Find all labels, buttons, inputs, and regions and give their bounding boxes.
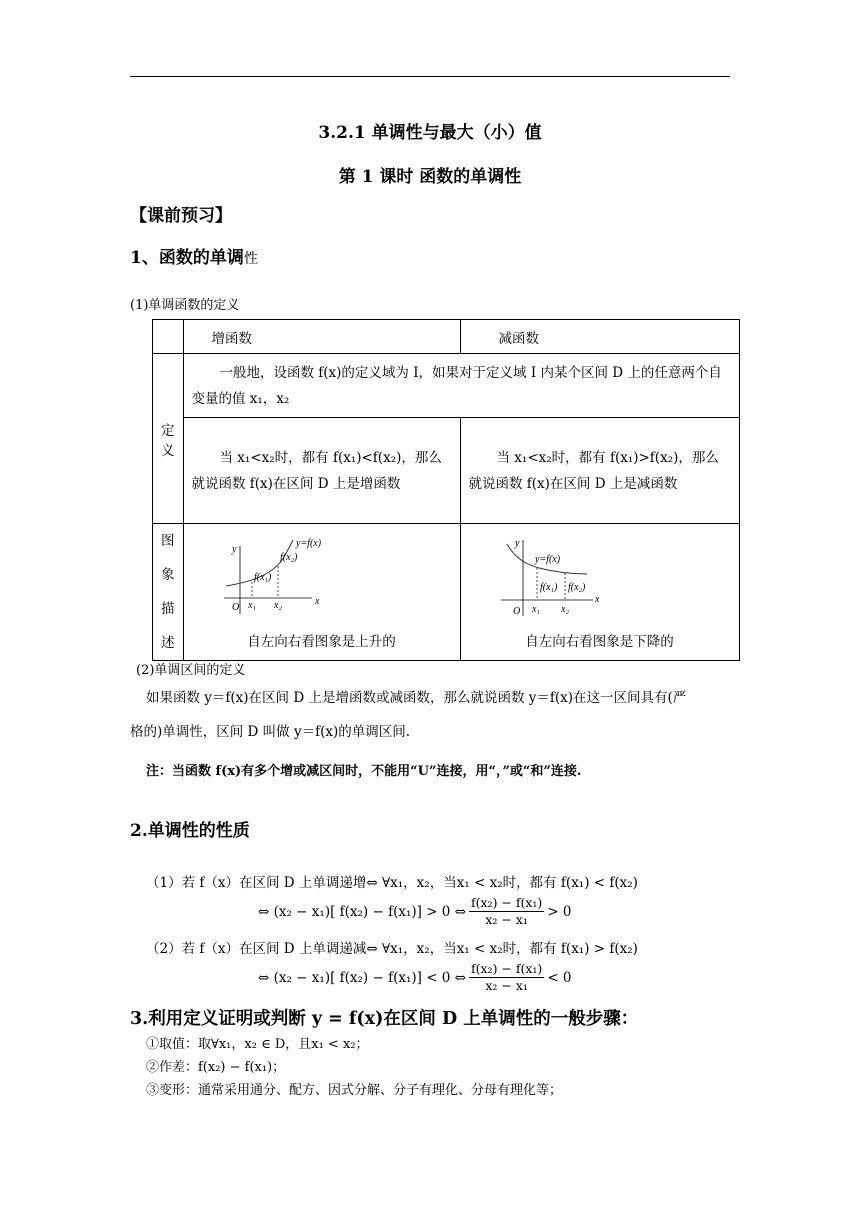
equation-left: ⇔ (x₂ − x₁)[ f(x₂) − f(x₁)] < 0 ⇔ <box>258 969 466 986</box>
increasing-definition: 当 x₁<x₂时，都有 f(x₁)<f(x₂)，那么就说函数 f(x)在区间 D 上是增函数 <box>183 418 460 524</box>
common-definition: 一般地，设函数 f(x)的定义域为 I，如果对于定义域 I 内某个区间 D 上的任意两个自变量的值 x₁，x₂ <box>183 354 739 418</box>
row-label-definition: 定义 <box>153 354 184 524</box>
interval-definition-line2: 格的)单调性，区间 D 叫做 y＝f(x)的单调区间. <box>130 724 411 740</box>
header-rule <box>130 76 730 77</box>
section3-heading: 3.利用定义证明或判断 y = f(x)在区间 D 上单调性的一般步骤： <box>130 1009 639 1029</box>
property-decreasing: （2）若 f（x）在区间 D 上单调递减⇔ ∀x₁，x₂，当x₁ < x₂时，都有 f(x₁) > f(x₂) <box>146 941 638 957</box>
note-text: 注：当函数 f(x)有多个增或减区间时，不能用“U”连接，用“，”或“和”连接. <box>146 764 582 779</box>
fx1-label: f(x₁) <box>539 582 557 593</box>
page-title: 3.2.1 单调性与最大（小）值 <box>318 123 542 143</box>
property-decreasing-equation <box>258 961 572 994</box>
decreasing-graph <box>499 538 739 630</box>
decreasing-caption: 自左向右看图象是下降的 <box>525 634 674 650</box>
subheading-interval-definition: (2)单调区间的定义 <box>136 663 246 678</box>
lesson-title: 第 1 课时 函数的单调性 <box>338 167 522 187</box>
interval-definition-line1: 如果函数 y＝f(x)在区间 D 上是增函数或减函数，那么就说函数 y＝f(x)在这一区间具有(严 <box>146 690 687 706</box>
definition-table <box>152 319 740 661</box>
x-axis-label: x <box>594 594 599 605</box>
property-increasing-equation <box>258 895 572 928</box>
decreasing-graph-cell <box>460 524 739 661</box>
section2-heading: 2.单调性的性质 <box>130 821 250 841</box>
preview-heading: 【课前预习】 <box>130 206 232 226</box>
col-header-decreasing: 减函数 <box>460 320 739 354</box>
difference-quotient: $\frac{\text{f(x₂) − f(x₁)}}{\text{x₂ − x₁}}$ <box>471 895 543 927</box>
equation-left: ⇔ (x₂ − x₁)[ f(x₂) − f(x₁)] > 0 ⇔ <box>258 903 466 920</box>
fx1-label: f(x₁) <box>253 572 271 583</box>
x1-label: x₁ <box>247 600 256 611</box>
equation-right: > 0 <box>547 903 572 920</box>
x-axis-label: x <box>314 596 319 607</box>
decreasing-definition: 当 x₁<x₂时，都有 f(x₁)>f(x₂)，那么就说函数 f(x)在区间 D 上是减函数 <box>460 418 739 524</box>
increasing-caption: 自左向右看图象是上升的 <box>247 634 396 650</box>
step-1: ①取值：取∀x₁，x₂ ∈ D，且x₁ < x₂； <box>146 1037 369 1052</box>
x2-label: x₂ <box>560 604 569 615</box>
y-axis-label: y <box>231 544 236 555</box>
x2-label: x₂ <box>273 600 282 611</box>
fx2-label: f(x₂) <box>279 552 297 563</box>
subheading-monotone-definition: (1)单调函数的定义 <box>130 298 240 313</box>
origin-label: O <box>512 606 520 617</box>
step-3: ③变形：通常采用通分、配方、因式分解、分子有理化、分母有理化等； <box>146 1083 563 1098</box>
y-axis-label: y <box>514 538 519 549</box>
property-increasing: （1）若 f（x）在区间 D 上单调递增⇔ ∀x₁，x₂，当x₁ < x₂时，都有 f(x₁) < f(x₂) <box>146 875 638 891</box>
increasing-graph <box>220 538 460 630</box>
x1-label: x₁ <box>531 604 540 615</box>
step-2: ②作差：f(x₂) − f(x₁)； <box>146 1060 286 1075</box>
row-label-graph: 图象 描述 <box>153 524 184 661</box>
table-corner <box>153 320 184 354</box>
section1-heading: 1、函数的单调性 <box>130 248 258 268</box>
curve-label: y=f(x) <box>295 538 321 549</box>
increasing-graph-cell <box>183 524 460 661</box>
difference-quotient: $\frac{\text{f(x₂) − f(x₁)}}{\text{x₂ − x₁}}$ <box>471 961 543 993</box>
origin-label: O <box>231 602 239 613</box>
col-header-increasing: 增函数 <box>183 320 460 354</box>
curve-label: y=f(x) <box>534 554 560 565</box>
fx2-label: f(x₂) <box>567 582 585 593</box>
equation-right: < 0 <box>547 969 572 986</box>
